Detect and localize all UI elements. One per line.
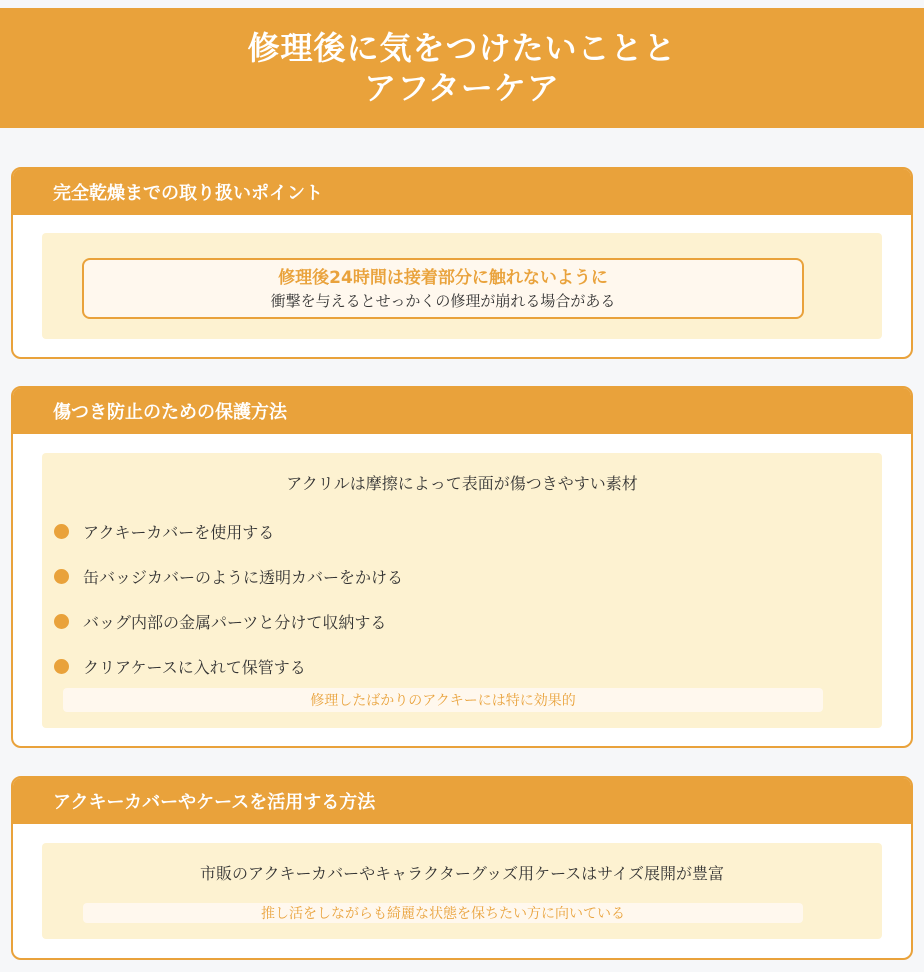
bullet-dot-icon (54, 524, 69, 539)
section-protection-methods (11, 386, 913, 748)
section-lead-text: 市販のアクキーカバーやキャラクターグッズ用ケースはサイズ展開が豊富 (199, 864, 724, 883)
list-item (54, 554, 403, 599)
section-content (42, 843, 882, 939)
list-item-label: 缶バッジカバーのように透明カバーをかける (83, 568, 404, 587)
highlight-box (82, 258, 804, 319)
bullet-list (54, 509, 403, 689)
hero-banner (0, 8, 924, 128)
section-header (13, 169, 911, 215)
section-drying-points (11, 167, 913, 359)
page-title-line-1: 修理後に気をつけたいことと (247, 29, 677, 67)
bullet-dot-icon (54, 659, 69, 674)
section-title: アクキーカバーやケースを活用する方法 (53, 792, 376, 813)
bullet-dot-icon (54, 569, 69, 584)
section-title: 完全乾燥までの取り扱いポイント (53, 183, 323, 204)
section-header (13, 778, 911, 824)
list-item (54, 509, 403, 554)
list-item-label: クリアケースに入れて保管する (83, 658, 306, 677)
highlight-title: 修理後24時間は接着部分に触れないように (278, 267, 608, 288)
list-item-label: バッグ内部の金属パーツと分けて収納する (83, 613, 387, 632)
section-lead-text: アクリルは摩擦によって表面が傷つきやすい素材 (286, 474, 638, 493)
section-note: 推し活をしながらも綺麗な状態を保ちたい方に向いている (83, 903, 803, 923)
list-item-label: アクキーカバーを使用する (83, 523, 275, 542)
section-note: 修理したばかりのアクキーには特に効果的 (63, 688, 823, 712)
highlight-subtitle: 衝撃を与えるとせっかくの修理が崩れる場合がある (270, 291, 616, 310)
section-header (13, 388, 911, 434)
list-item (54, 599, 403, 644)
section-content (42, 453, 882, 728)
section-content (42, 233, 882, 339)
section-title: 傷つき防止のための保護方法 (53, 402, 287, 423)
bullet-dot-icon (54, 614, 69, 629)
list-item (54, 644, 403, 689)
section-cover-and-case-usage (11, 776, 913, 960)
page-title-line-2: アフターケア (364, 69, 560, 107)
